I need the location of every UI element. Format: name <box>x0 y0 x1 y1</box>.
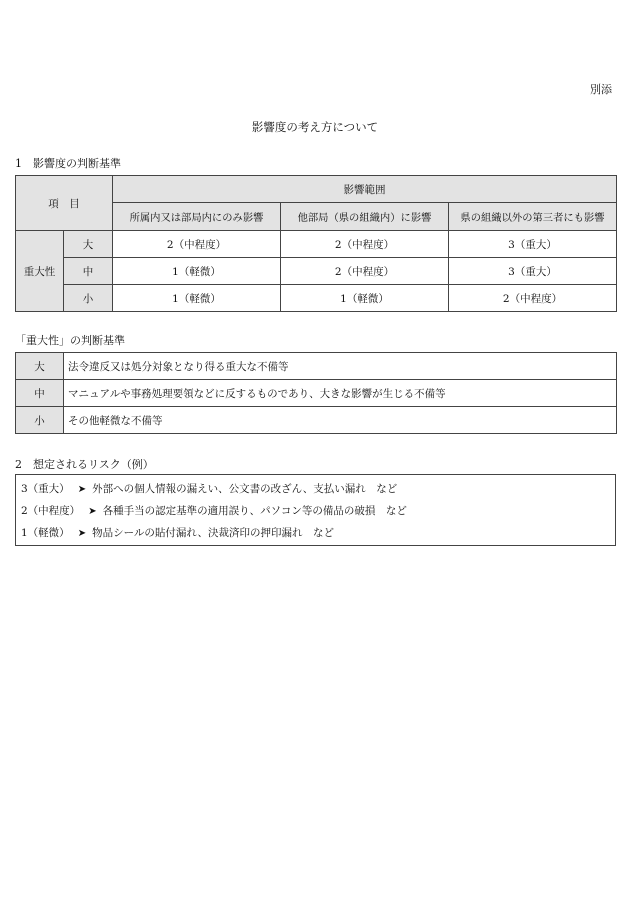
table-cell: 2（中程度） <box>449 285 617 312</box>
table-cell: 2（中程度） <box>281 258 449 285</box>
risk-text: 各種手当の認定基準の適用誤り、パソコン等の備品の破損 など <box>102 505 407 517</box>
column-header: 他部局（県の組織内）に影響 <box>281 203 449 231</box>
table-row <box>16 407 617 434</box>
risk-text: 外部への個人情報の漏えい、公文書の改ざん、支払い漏れ など <box>92 483 398 495</box>
table-cell: 2（中程度） <box>113 231 281 258</box>
section1-heading: 1 影響度の判断基準 <box>15 157 121 170</box>
severity-table <box>15 352 617 434</box>
scope-header: 影響範囲 <box>113 176 617 203</box>
risk-level: 2（中程度） <box>21 505 81 517</box>
annex-label: 別添 <box>590 83 612 96</box>
row-group-label: 重大性 <box>16 231 64 312</box>
table-row <box>16 231 617 258</box>
level-label: 小 <box>16 407 64 434</box>
table-cell: 3（重大） <box>449 231 617 258</box>
list-item <box>21 525 334 540</box>
table-cell: 2（中程度） <box>281 231 449 258</box>
level-label: 中 <box>64 258 113 285</box>
arrow-icon: ➤ <box>88 506 97 517</box>
severity-description: マニュアルや事務処理要領などに反するものであり、大きな影響が生じる不備等 <box>64 380 617 407</box>
list-item <box>21 503 407 518</box>
list-item <box>21 481 397 496</box>
arrow-icon: ➤ <box>77 528 87 539</box>
column-header: 県の組織以外の第三者にも影響 <box>449 203 617 231</box>
risk-level: 3（重大） <box>21 483 70 495</box>
table-row <box>16 380 617 407</box>
page-title: 影響度の考え方について <box>251 120 379 134</box>
severity-heading: 「重大性」の判断基準 <box>15 334 125 347</box>
risk-level: 1（軽微） <box>21 527 70 539</box>
level-label: 小 <box>64 285 113 312</box>
table-cell: 3（重大） <box>449 258 617 285</box>
table-row <box>16 285 617 312</box>
risk-examples-box <box>15 474 616 546</box>
severity-description: 法令違反又は処分対象となり得る重大な不備等 <box>64 353 617 380</box>
table-row <box>16 353 617 380</box>
arrow-icon: ➤ <box>77 484 87 495</box>
table-cell: 1（軽微） <box>113 258 281 285</box>
severity-description: その他軽微な不備等 <box>64 407 617 434</box>
risk-text: 物品シールの貼付漏れ、決裁済印の押印漏れ など <box>92 527 334 539</box>
item-header: 項 目 <box>16 176 113 231</box>
table-cell: 1（軽微） <box>281 285 449 312</box>
table-row <box>16 258 617 285</box>
column-header: 所属内又は部局内にのみ影響 <box>113 203 281 231</box>
level-label: 大 <box>64 231 113 258</box>
level-label: 中 <box>16 380 64 407</box>
table-cell: 1（軽微） <box>113 285 281 312</box>
section2-heading: 2 想定されるリスク（例） <box>15 458 154 471</box>
level-label: 大 <box>16 353 64 380</box>
impact-table <box>15 175 617 312</box>
